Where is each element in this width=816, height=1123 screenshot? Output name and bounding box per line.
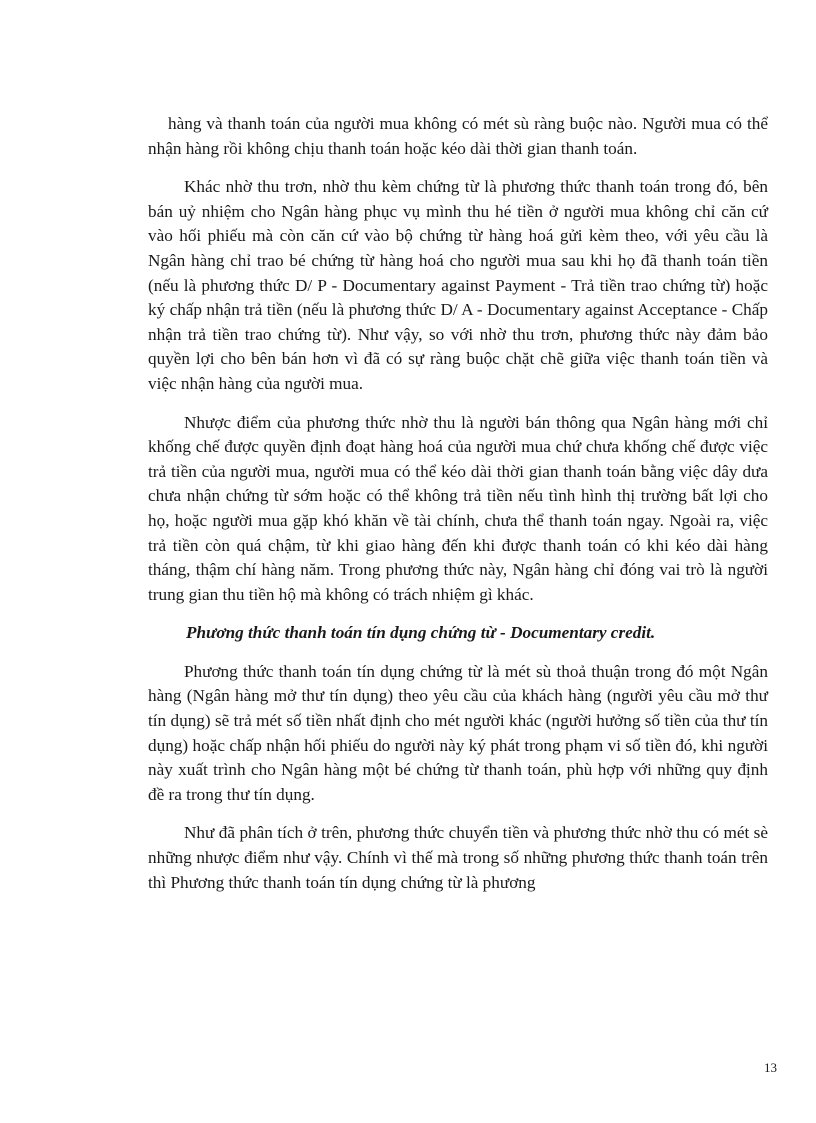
- paragraph-4: Phương thức thanh toán tín dụng chứng từ là mét sù thoả thuận trong đó một Ngân hàng (Ngân hàng mở thư tín dụng) theo yêu cầu của khách hàng (người yêu cầu mở thư tín dụng) sẽ trả mét số tiền nhất định cho mét người khác (người hưởng số tiền của thư tín dụng) hoặc chấp nhận hối phiếu do người này ký phát trong phạm vi số tiền đó, khi người này xuất trình cho Ngân hàng một bé chứng từ thanh toán, phù hợp với những quy định đề ra trong thư tín dụng.: [148, 661, 768, 804]
- paragraph-2: Khác nhờ thu trơn, nhờ thu kèm chứng từ là phương thức thanh toán trong đó, bên bán uỷ nhiệm cho Ngân hàng phục vụ mình thu hé tiền ở người mua không chỉ căn cứ vào hối phiếu mà còn căn cứ vào bộ chứng từ hàng hoá gửi kèm theo, với yêu cầu là Ngân hàng chỉ trao bé chứng từ hàng hoá cho người mua sau khi họ đã thanh toán tiền (nếu là phương thức D/ P - Documentary against Payment - Trả tiền trao chứng từ) hoặc ký chấp nhận trả tiền (nếu là phương thức D/ A - Documentary against Acceptance - Chấp nhận trả tiền trao chứng từ). Như vậy, so với nhờ thu trơn, phương thức này đảm bảo quyền lợi cho bên bán hơn vì đã có sự ràng buộc chặt chẽ giữa việc thanh toán tiền và việc nhận hàng của người mua.: [148, 177, 768, 393]
- page-body: [148, 112, 768, 909]
- paragraph-1: hàng và thanh toán của người mua không có mét sù ràng buộc nào. Người mua có thể nhận hàng rồi không chịu thanh toán hoặc kéo dài thời gian thanh toán.: [148, 114, 768, 158]
- section-heading: Phương thức thanh toán tín dụng chứng từ - Documentary credit.: [186, 623, 656, 643]
- paragraph-5: Như đã phân tích ở trên, phương thức chuyển tiền và phương thức nhờ thu có mét sè những nhược điểm như vậy. Chính vì thế mà trong số những phương thức thanh toán trên thì Phương thức thanh toán tín dụng chứng từ là phương: [148, 823, 768, 892]
- paragraph-3: Nhược điểm của phương thức nhờ thu là người bán thông qua Ngân hàng mới chỉ khống chế được quyền định đoạt hàng hoá của người mua chứ chưa khống chế được việc trả tiền của người mua, người mua có thể kéo dài thời gian thanh toán bằng việc dây dưa chưa nhận chứng từ sớm hoặc có thể không trả tiền nếu tình hình thị trường bất lợi cho họ, hoặc người mua gặp khó khăn về tài chính, chưa thể thanh toán ngay. Ngoài ra, việc trả tiền còn quá chậm, từ khi giao hàng đến khi được thanh toán có khi kéo dài hàng tháng, thậm chí hàng năm. Trong phương thức này, Ngân hàng chỉ đóng vai trò là người trung gian thu tiền hộ mà không có trách nhiệm gì khác.: [148, 412, 768, 604]
- page-number: 13: [764, 1060, 777, 1075]
